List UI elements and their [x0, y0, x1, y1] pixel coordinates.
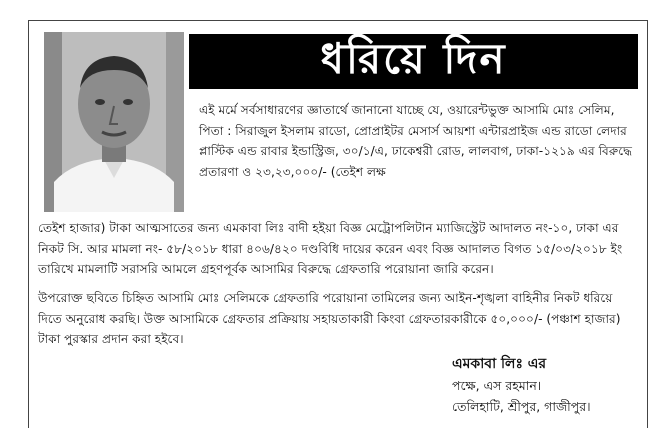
page-title: ধরিয়ে দিন [189, 34, 638, 89]
signature-address: তেলিহাটি, শ্রীপুর, গাজীপুর। [452, 399, 591, 414]
signature-org: এমকাবা লিঃ এর [452, 356, 547, 372]
notice-paragraph-reward: উপরোক্ত ছবিতে চিহ্নিত আসামি মোঃ সেলিমকে গ্রেফতারি পরোয়ানা তামিলের জন্য আইন-শৃঙ্খলা বাহিনীর নিকট ধরিয়ে দিতে অনুরোধ করছি। উক্ত আসামিকে গ্রেফতার প্রক্রিয়ায় সহায়তাকারী কিংবা গ্রেফতারকারীকে ৫০,০০০/- (পঞ্চাশ হাজার) টাকা পুরস্কার প্রদান করা হইবে। [38, 291, 621, 346]
signature-block [452, 354, 591, 417]
signature-name: পক্ষে, এস রহমান। [452, 378, 542, 393]
notice-paragraph-top: এই মর্মে সর্বসাধারণের জ্ঞাতার্থে জানানো যাচ্ছে যে, ওয়ারেন্টভুক্ত আসামি মোঃ সেলিম, পিতা : সিরাজুল ইসলাম রাডো, প্রোপ্রাইটর মেসার্স আয়শা এন্টারপ্রাইজ এন্ড রাডো লেদার প্লাস্টিক এন্ড রাবার ইন্ডাস্ট্রিজ, ৩০/১/এ, ঢাকেশ্বরী রোড, লালবাগ, ঢাকা-১২১৯ এর বিরুদ্ধে প্রতারণা ও ২৩,২৩,০০০/- (তেইশ লক্ষ [199, 103, 633, 179]
notice-paragraph-continued: তেইশ হাজার) টাকা আত্মসাতের জন্য এমকাবা লিঃ বাদী হইয়া বিজ্ঞ মেট্রোপলিটান ম্যাজিস্ট্রেট আদালত নং-১০, ঢাকা এর নিকট সি. আর মামলা নং- ৫৮/২০১৮ ধারা ৪০৬/৪২০ দণ্ডবিধি দায়ের করেন এবং বিজ্ঞ আদালত বিগত ১৫/০৩/২০১৮ ইং তারিখে মামলাটি সরাসরি আমলে গ্রহণপূর্বক আসামির বিরুদ্ধে গ্রেফতারি পরোয়ানা জারি করেন। [38, 221, 623, 276]
suspect-photo [44, 32, 184, 212]
